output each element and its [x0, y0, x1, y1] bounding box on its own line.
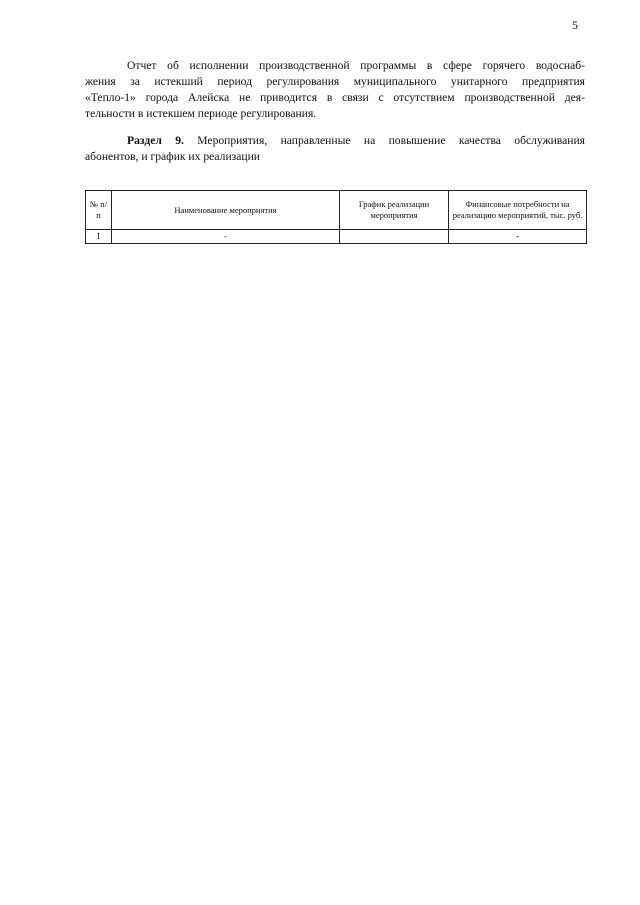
page-number: 5 — [572, 18, 578, 32]
cell-name: - — [112, 230, 340, 244]
header-num: № п/п — [86, 191, 112, 230]
table-row — [86, 230, 587, 244]
report-paragraph-line: Отчет об исполнении производственной программы в сфере горячего водоснаб- — [127, 59, 585, 72]
header-schedule: График реализации мероприятия — [340, 191, 449, 230]
report-paragraph-line: жения за истекший период регулирования муниципального унитарного предприятия — [85, 75, 585, 88]
section-heading-line: абонентов, и график их реализации — [85, 150, 260, 163]
header-name: Наименование мероприятия — [112, 191, 340, 230]
report-paragraph — [85, 58, 585, 122]
section-text: Мероприятия, направленные на повышение качества обслуживания — [197, 134, 585, 147]
cell-num: 1 — [86, 230, 112, 244]
report-paragraph-line: тельности в истекшем периоде регулирования. — [85, 107, 317, 120]
section-heading — [85, 133, 585, 165]
cell-schedule — [340, 230, 449, 244]
table-header-row — [86, 191, 587, 230]
header-finance: Финансовые потребности на реализацию мероприятий, тыс. руб. — [449, 191, 587, 230]
section-heading-line — [85, 133, 585, 149]
section-number: Раздел 9. — [127, 134, 184, 147]
cell-finance: - — [449, 230, 587, 244]
measures-table — [85, 190, 587, 244]
report-paragraph-line: «Тепло-1» города Алейска не приводится в связи с отсутствием производственной дея- — [85, 91, 585, 104]
